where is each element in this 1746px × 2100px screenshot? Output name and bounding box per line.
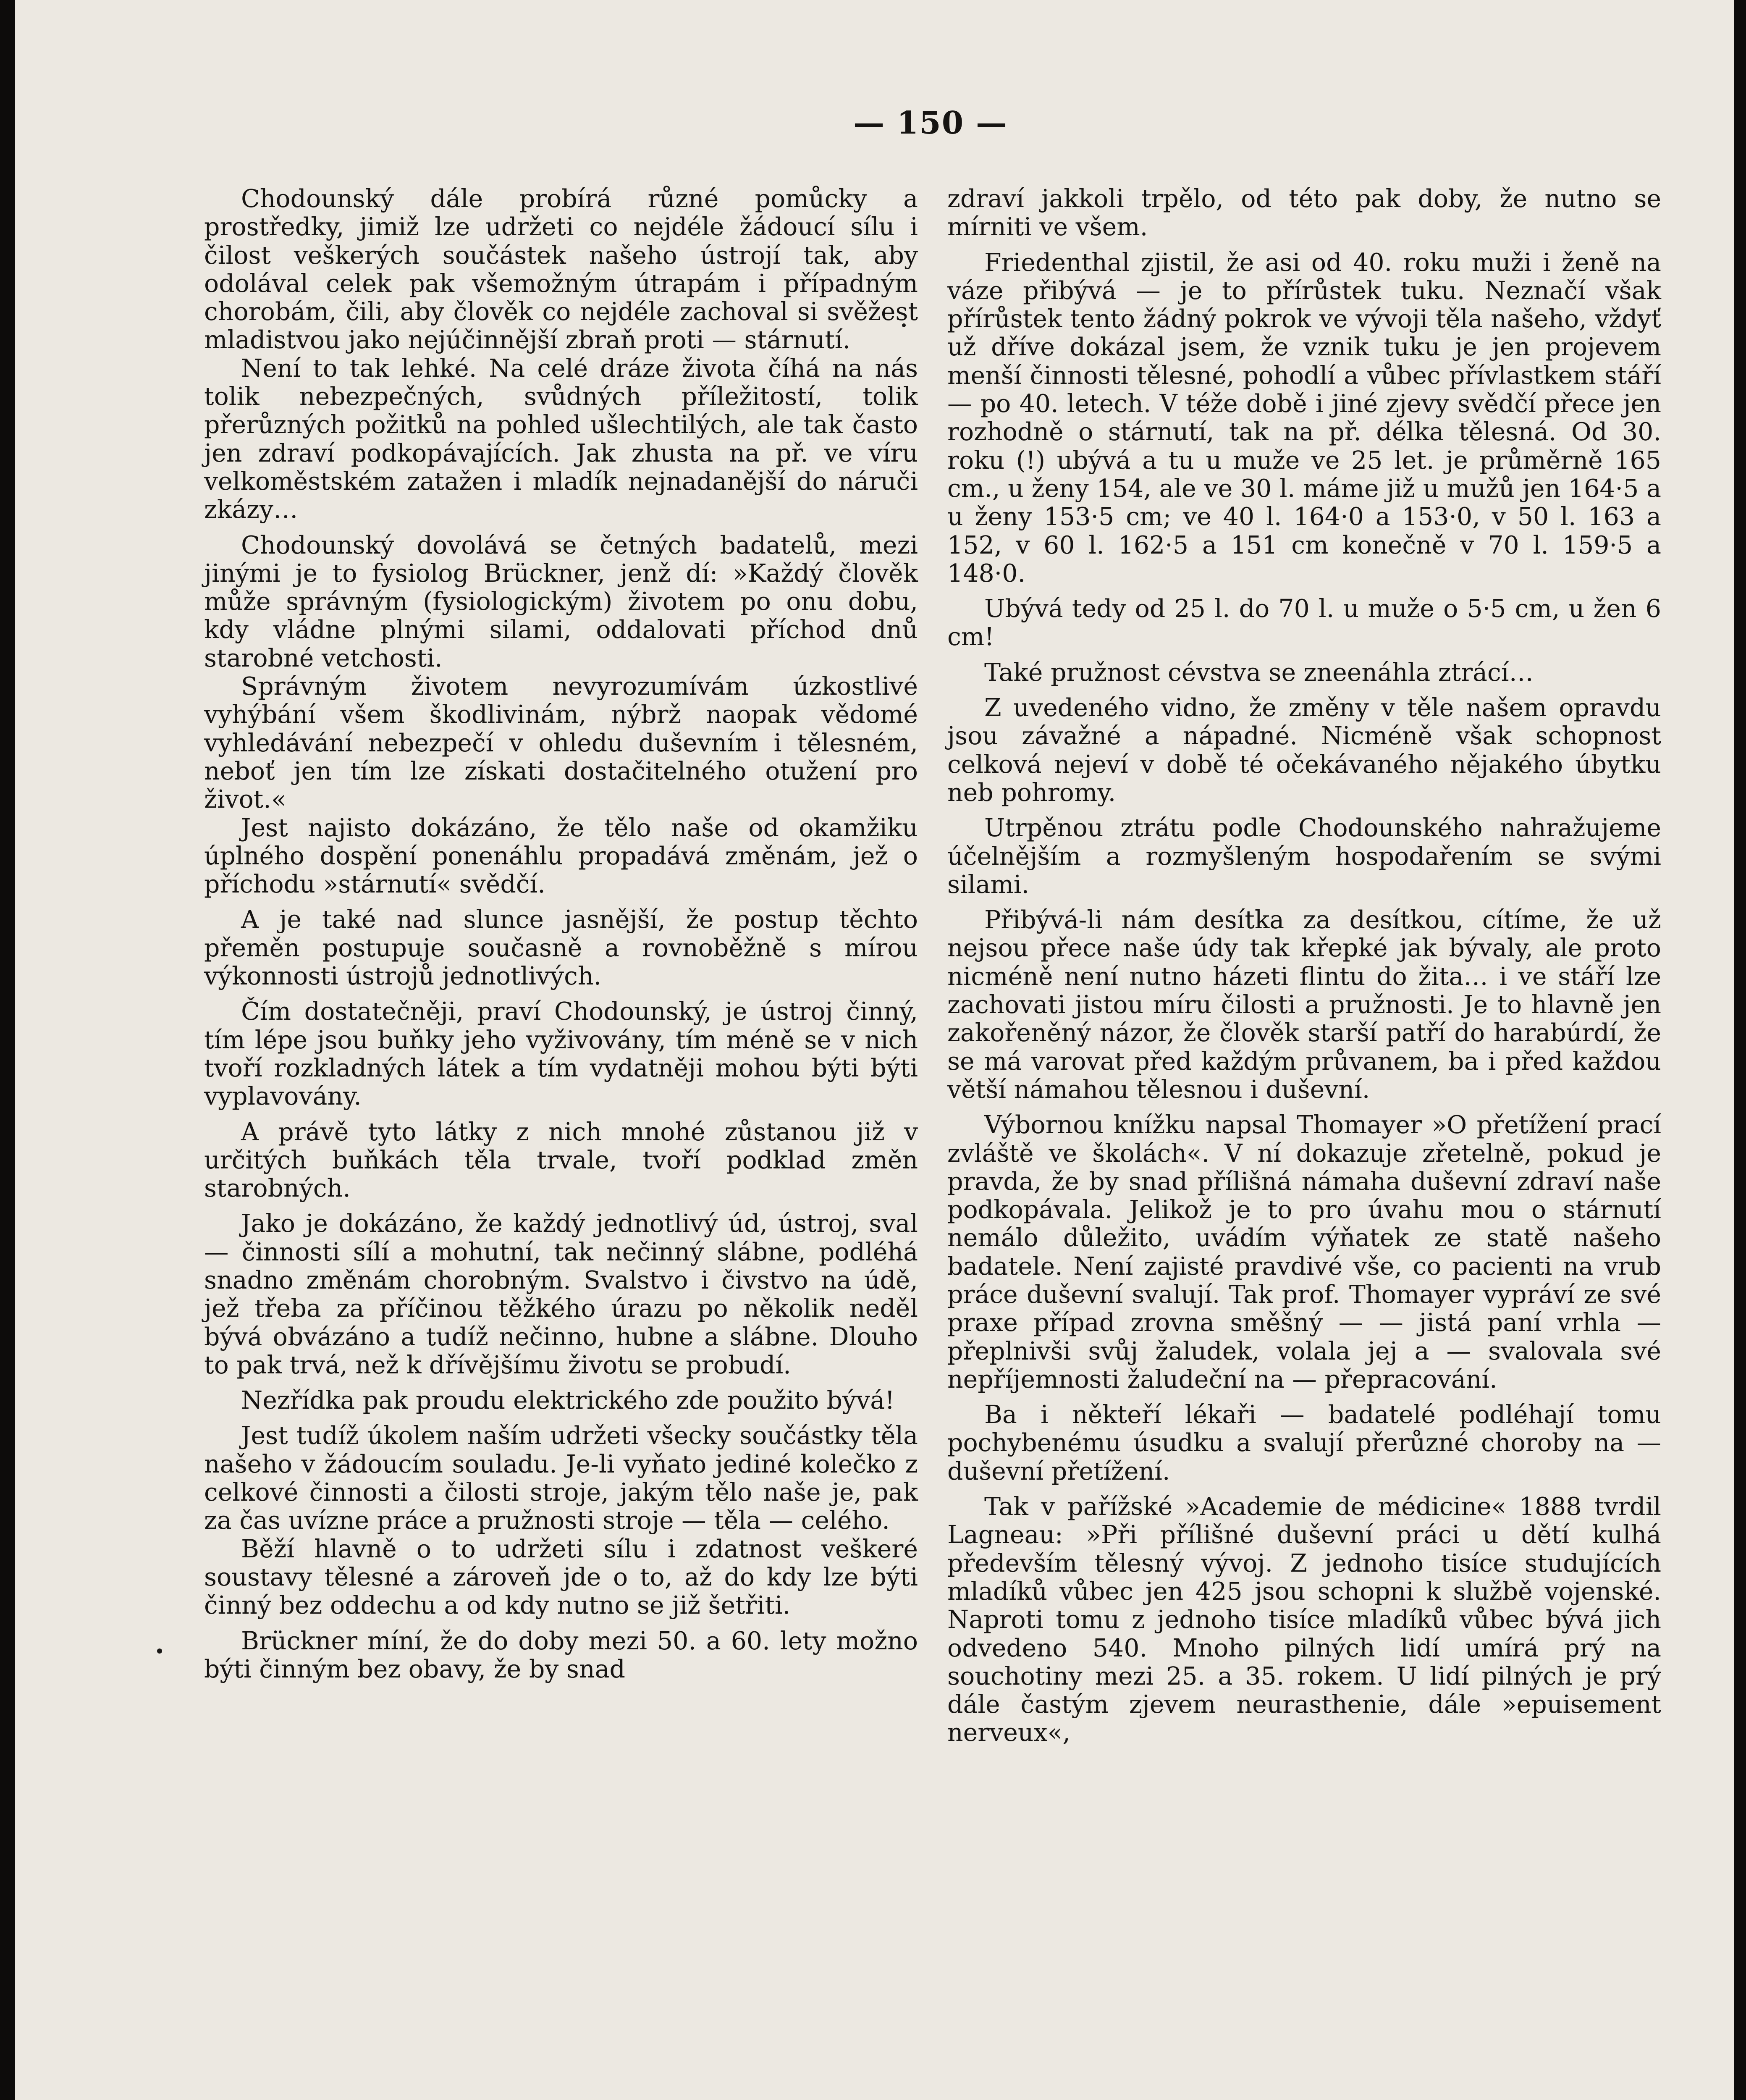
- paragraph: Správným životem nevyrozumívám úzkostlivé vyhýbání všem škodlivinám, nýbrž naopak vědomé vyhledávání nebezpečí v ohledu duševním i tělesném, neboť jen tím lze získati dostačitelného otužení pro život.«: [204, 672, 918, 814]
- paragraph: Brückner míní, že do doby mezi 50. a 60. lety možno býti činným bez obavy, že by snad: [204, 1626, 918, 1683]
- paragraph: Čím dostatečněji, praví Chodounský, je ústroj činný, tím lépe jsou buňky jeho vyživovány, tím méně se v nich tvoří rozkladných látek a tím vydatněji mohou býti býti vyplavovány.: [204, 997, 918, 1111]
- left-text-column: [204, 185, 918, 1683]
- paragraph: Přibývá-li nám desítka za desítkou, cítíme, že už nejsou přece naše údy tak křepké jak bývaly, ale proto nicméně není nutno házeti flintu do žita… i ve stáří lze zachovati jistou míru čilosti a pružnosti. Je to hlavně jen zakořeněný názor, že člověk starší patří do harabúrdí, že se má varovat před každým průvanem, ba i před každou větší námahou tělesnou i duševní.: [947, 906, 1661, 1104]
- paragraph-continuation: zdraví jakkoli trpělo, od této pak doby, že nutno se mírniti ve všem.: [947, 184, 1661, 242]
- page-number: — 150 —: [853, 105, 1008, 141]
- ink-dot-mark: [157, 1648, 162, 1654]
- paragraph: Ubývá tedy od 25 l. do 70 l. u muže o 5·5 cm, u žen 6 cm!: [947, 594, 1661, 651]
- paragraph: Jest tudíž úkolem naším udržeti všecky součástky těla našeho v žádoucím souladu. Je-li vyňato jediné kolečko z celkové činnosti a čilosti stroje, jakým tělo naše je, pak za čas uvízne práce a pružnosti stroje — těla — celého.: [204, 1421, 918, 1535]
- paragraph: Ba i někteří lékaři — badatelé podléhají tomu pochybenému úsudku a svalují přerůzné choroby na — duševní přetížení.: [947, 1400, 1661, 1486]
- paragraph: A právě tyto látky z nich mnohé zůstanou již v určitých buňkách těla trvale, tvoří podklad změn starobných.: [204, 1117, 918, 1203]
- paragraph: Jest najisto dokázáno, že tělo naše od okamžiku úplného dospění ponenáhlu propadává změnám, jež o příchodu »stárnutí« svědčí.: [204, 813, 918, 899]
- paragraph: Není to tak lehké. Na celé dráze života číhá na nás tolik nebezpečných, svůdných příležitostí, tolik přerůzných požitků na pohled ušlechtilých, ale tak často jen zdraví podkopávajících. Jak zhusta na př. ve víru velkoměstském zatažen i mladík nejnadanější do náruči zkázy…: [204, 354, 918, 524]
- paragraph: Jako je dokázáno, že každý jednotlivý úd, ústroj, sval — činnosti sílí a mohutní, tak nečinný slábne, podléhá snadno změnám chorobným. Svalstvo i čivstvo na údě, jež třeba za příčinou těžkého úrazu po několik neděl bývá obvázáno a tudíž nečinno, hubne a slábne. Dlouho to pak trvá, než k dřívějšímu životu se probudí.: [204, 1209, 918, 1379]
- paragraph: Běží hlavně o to udržeti sílu i zdatnost veškeré soustavy tělesné a zároveň jde o to, až do kdy lze býti činný bez oddechu a od kdy nutno se již šetřiti.: [204, 1534, 918, 1620]
- paragraph: Také pružnost cévstva se zneenáhla ztrácí…: [984, 658, 1534, 687]
- right-text-column: [947, 185, 1661, 1747]
- paragraph: Friedenthal zjistil, že asi od 40. roku muži i ženě na váze přibývá — je to přírůstek tuku. Neznačí však přírůstek tento žádný pokrok ve vývoji těla našeho, vždyť už dříve dokázal jsem, že vznik tuku je jen projevem menší činnosti tělesné, pohodlí a vůbec přívlastkem stáří — po 40. letech. V téže době i jiné zjevy svědčí přece jen rozhodně o stárnutí, tak na př. délka tělesná. Od 30. roku (!) ubývá a tu u muže ve 25 let. je průměrně 165 cm., u ženy 154, ale ve 30 l. máme již u mužů jen 164·5 a u ženy 153·5 cm; ve 40 l. 164·0 a 153·0, v 50 l. 163 a 152, v 60 l. 162·5 a 151 cm konečně v 70 l. 159·5 a 148·0.: [947, 248, 1661, 588]
- paragraph: Výbornou knížku napsal Thomayer »O přetížení prací zvláště ve školách«. V ní dokazuje zřetelně, pokud je pravda, že by snad přílišná námaha duševní zdraví naše podkopávala. Jelikož je to pro úvahu mou o stárnutí nemálo důležito, uvádím výňatek ze statě našeho badatele. Není zajisté pravdivé vše, co pacienti na vrub práce duševní svalují. Tak prof. Thomayer vypráví ze své praxe případ zrovna směšný — — jistá paní vrhla — přeplnivši svůj žaludek, volala jej a — svalovala své nepříjemnosti žaludeční na — přepracování.: [947, 1110, 1661, 1394]
- paragraph: Chodounský dále probírá různé pomůcky a prostředky, jimiž lze udržeti co nejdéle žádoucí sílu i čilost veškerých součástek našeho ústrojí tak, aby odolával celek pak všemožným útrapám i případným chorobám, čili, aby člověk co nejdéle zachoval si svěžest mladistvou jako nejúčinnější zbraň proti — stárnutí.: [204, 184, 918, 354]
- paragraph: Chodounský dovolává se četných badatelů, mezi jinými je to fysiolog Brückner, jenž dí: »Každý člověk může správným (fysiologickým) životem po onu dobu, kdy vládne plnými silami, oddalovati příchod dnů starobné vetchosti.: [204, 530, 918, 672]
- paragraph: Z uvedeného vidno, že změny v těle našem opravdu jsou závažné a nápadné. Nicméně však schopnost celková nejeví v době té očekávaného nějakého úbytku neb pohromy.: [947, 693, 1661, 807]
- paragraph: Utrpěnou ztrátu podle Chodounského nahražujeme účelnějším a rozmyšleným hospodařením se svými silami.: [947, 814, 1661, 899]
- paragraph: Tak v pařížské »Academie de médicine« 1888 tvrdil Lagneau: »Při přílišné duševní práci u dětí kulhá především tělesný vývoj. Z jednoho tisíce studujících mladíků vůbec jen 425 jsou schopni k službě vojenské. Naproti tomu z jednoho tisíce mladíků vůbec bývá jich odvedeno 540. Mnoho pilných lidí umírá prý na souchotiny mezi 25. a 35. rokem. U lidí pilných je prý dále častým zjevem neurasthenie, dále »epuisement nerveux«,: [947, 1492, 1661, 1747]
- paragraph: A je také nad slunce jasnější, že postup těchto přeměn postupuje současně a rovnoběžně s mírou výkonnosti ústrojů jednotlivých.: [204, 905, 918, 991]
- paragraph: Nezřídka pak proudu elektrického zde použito bývá!: [241, 1386, 895, 1415]
